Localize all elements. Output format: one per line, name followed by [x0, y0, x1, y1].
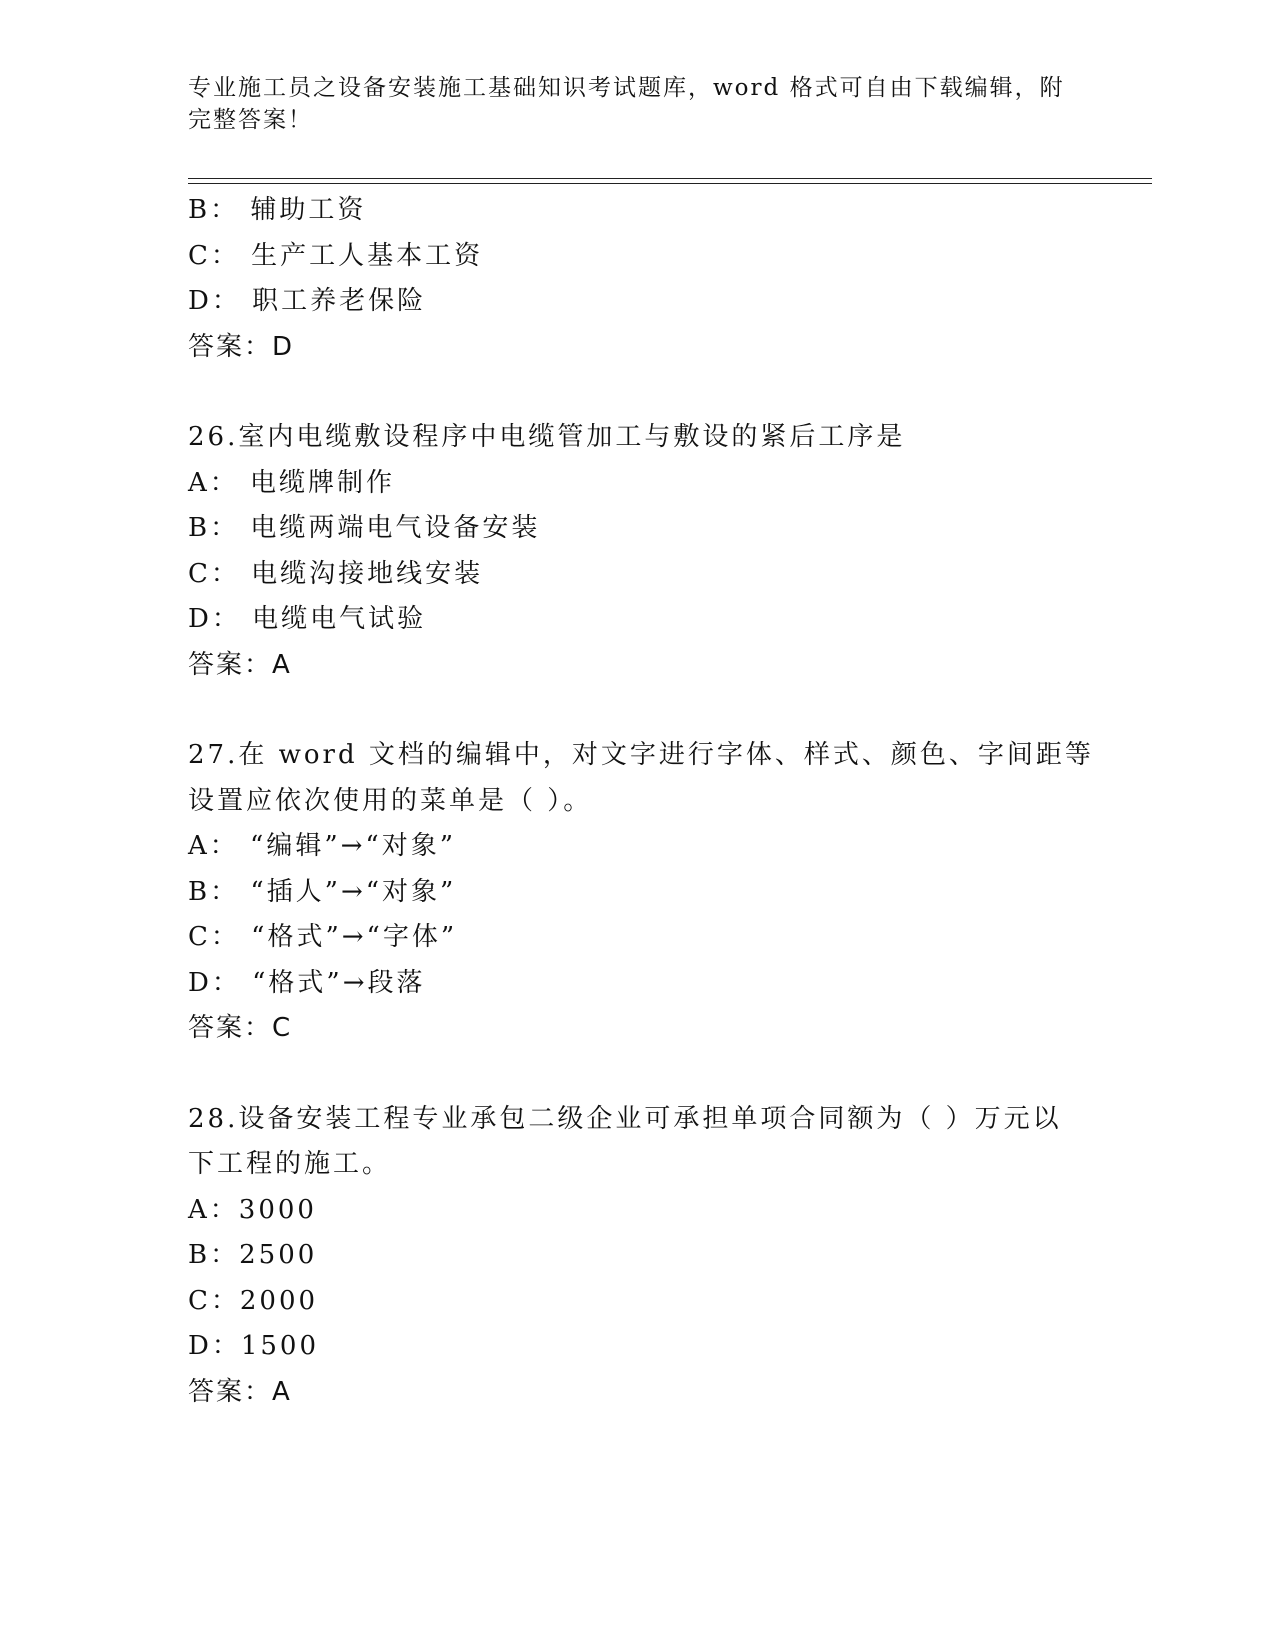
question-text-continued: 下工程的施工。 — [188, 1149, 392, 1179]
header-title: 专业施工员之设备安装施工基础知识考试题库，word 格式可自由下载编辑，附完整答案！ — [188, 75, 1065, 133]
option-b: B：2500 — [188, 1240, 318, 1270]
question-text: 28.设备安装工程专业承包二级企业可承担单项合同额为（ ）万元以 — [188, 1103, 1062, 1134]
question-text-continued: 设置应依次使用的菜单是（ ）。 — [188, 785, 593, 816]
spacer — [188, 370, 1088, 415]
option-d: D： 职工养老保险 — [188, 286, 427, 316]
header-rule-bottom — [188, 183, 1152, 184]
option-c: C：2000 — [188, 1285, 319, 1316]
spacer — [188, 688, 1088, 733]
option-a: A：3000 — [188, 1194, 317, 1225]
prev-question-block — [188, 188, 1088, 370]
option-a: A： 电缆牌制作 — [188, 467, 396, 498]
option-d: D： “格式”→段落 — [188, 967, 426, 998]
answer-line: 答案：A — [188, 1376, 292, 1407]
header-rule-top — [188, 178, 1152, 179]
option-c: C： 生产工人基本工资 — [188, 240, 484, 271]
option-c: C： “格式”→“字体” — [188, 922, 458, 952]
answer-line: 答案：C — [188, 1013, 293, 1043]
question-26 — [188, 415, 1088, 688]
answer-line: 答案：A — [188, 649, 292, 680]
question-text: 26.室内电缆敷设程序中电缆管加工与敷设的紧后工序是 — [188, 422, 906, 452]
document-body — [188, 188, 1094, 1415]
question-28 — [188, 1097, 1088, 1416]
option-d: D： 电缆电气试验 — [188, 604, 427, 634]
answer-line: 答案：D — [188, 331, 295, 362]
option-c: C： 电缆沟接地线安装 — [188, 558, 484, 589]
option-d: D：1500 — [188, 1331, 320, 1361]
spacer — [188, 1052, 1088, 1097]
question-27 — [188, 733, 1094, 1052]
document-header — [188, 72, 1068, 136]
option-b: B： 辅助工资 — [188, 195, 367, 225]
option-a: A： “编辑”→“对象” — [188, 831, 456, 861]
option-b: B： “插人”→“对象” — [188, 876, 457, 907]
question-text: 27.在 word 文档的编辑中，对文字进行字体、样式、颜色、字间距等 — [188, 740, 1094, 770]
option-b: B： 电缆两端电气设备安装 — [188, 513, 541, 543]
